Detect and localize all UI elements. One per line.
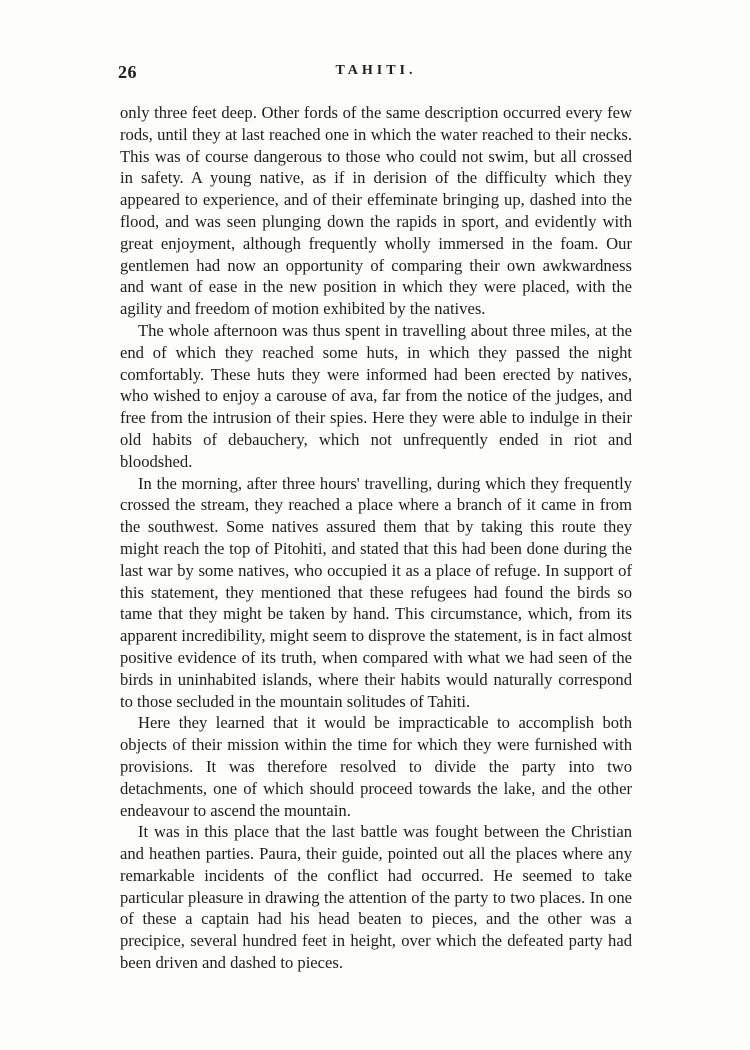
paragraph-1: only three feet deep. Other fords of the same description occurred every few rods, until they at last reached one in which the water reached to their necks. This was of course dangerous to those who could not swim, but all crossed in safety. A young native, as if in derision of the difficulty which they appeared to experience, and of their effeminate bringing up, dashed into the flood, and was seen plunging down the rapids in sport, and evidently with great enjoyment, although frequently wholly immersed in the foam. Our gentlemen had now an opportunity of comparing their own awkwardness and want of ease in the new position in which they were placed, with the agility and freedom of motion exhibited by the natives. (120, 103, 632, 319)
paragraph-2: The whole afternoon was thus spent in travelling about three miles, at the end of which they reached some huts, in which they passed the night comfortably. These huts they were informed had been erected by natives, who wished to enjoy a carouse of ava, far from the notice of the judges, and free from the intrusion of their spies. Here they were able to indulge in their old habits of debauchery, which not unfrequently ended in riot and bloodshed. (120, 320, 632, 471)
body-text (120, 102, 632, 974)
running-title: TAHITI. (335, 63, 417, 78)
paragraph-5: It was in this place that the last battle was fought between the Christian and heathen parties. Paura, their guide, pointed out all the places where any remarkable incidents of the conflict had occurred. He seemed to take particular pleasure in drawing the attention of the party to two places. In one of these a captain had his head beaten to pieces, and the other was a precipice, several hundred feet in height, over which the defeated party had been driven and dashed to pieces. (120, 822, 632, 973)
paragraph-3: In the morning, after three hours' travelling, during which they frequently crossed the stream, they reached a place where a branch of it came in from the southwest. Some natives assured them that by taking this route they might reach the top of Pitohiti, and stated that this had been done during the last war by some natives, who occupied it as a place of refuge. In support of this statement, they mentioned that these refugees had found the birds so tame that they might be taken by hand. This circumstance, which, from its apparent incredibility, might seem to disprove the statement, is in fact almost positive evidence of its truth, when compared with what we had seen of the birds in uninhabited islands, where their habits would naturally correspond to those secluded in the mountain solitudes of Tahiti. (120, 473, 632, 711)
running-head (118, 60, 634, 86)
page-number: 26 (118, 62, 137, 82)
paragraph-4: Here they learned that it would be impracticable to accomplish both objects of their mission within the time for which they were furnished with provisions. It was therefore resolved to divide the party into two detachments, one of which should proceed towards the lake, and the other endeavour to ascend the mountain. (120, 713, 632, 820)
